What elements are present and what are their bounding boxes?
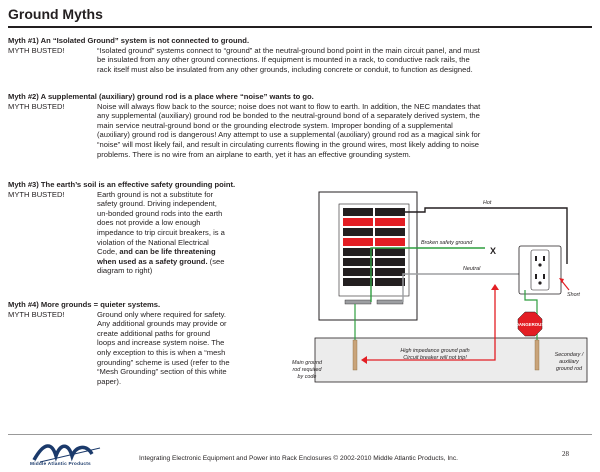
answer-line: Earth ground is not a substitute for — [97, 189, 214, 199]
neutral-wire — [403, 272, 521, 302]
myth-1-answer — [97, 46, 592, 75]
secondary-rod-label-2: auxiliary — [559, 359, 579, 365]
answer-line: “noise” will most likely fail, and result in circulating currents flowing in the ground wires, most likely adding to noise — [97, 139, 479, 149]
outlet-slot — [543, 256, 545, 261]
answer-line: paper). — [97, 376, 122, 386]
logo-text: Middle Atlantic Products — [30, 462, 91, 467]
breaker — [343, 278, 373, 286]
page-title: Ground Myths — [8, 6, 103, 22]
outlet-slot — [543, 274, 545, 279]
myth-4-label: MYTH BUSTED! — [8, 309, 65, 319]
myth-3-answer — [97, 190, 283, 276]
breaker — [343, 218, 373, 226]
neutral-bus-bar — [377, 300, 403, 304]
outlet-slot — [535, 256, 537, 261]
myth-1 — [8, 36, 592, 74]
hot-label: Hot — [483, 200, 492, 206]
breaker — [375, 278, 405, 286]
answer-line: when used as a safety ground. (see — [97, 256, 225, 266]
breaker — [375, 268, 405, 276]
myth-2-answer — [97, 102, 592, 160]
answer-line: impedance to trip circuit breakers, is a — [97, 227, 225, 237]
breaker — [375, 258, 405, 266]
answer-line: create additional paths for ground — [97, 328, 211, 338]
answer-line: grounding” scheme is used (refer to the — [97, 357, 230, 367]
myth-4-answer — [97, 310, 283, 387]
myth-2 — [8, 92, 592, 159]
secondary-rod-label-1: Secondary / — [554, 352, 584, 358]
breaker — [375, 228, 405, 236]
main-rod-label-3: by code — [297, 374, 317, 380]
ground-bus-bar — [345, 300, 371, 304]
answer-line: Noise will always flow back to the source; noise does not want to flow to earth. In addition, the NEC mandates that — [97, 101, 481, 111]
title-rule — [8, 26, 592, 28]
grounding-diagram — [285, 190, 595, 400]
footer-rule — [8, 434, 592, 435]
breaker — [343, 228, 373, 236]
breaker — [375, 208, 405, 216]
answer-line: loops and increase system noise. The — [97, 338, 225, 348]
myth-3-label: MYTH BUSTED! — [8, 189, 65, 199]
page-number: 28 — [562, 450, 569, 458]
main-ground-rod — [353, 340, 357, 370]
answer-line: only exception to this is when a “mesh — [97, 347, 226, 357]
myth-2-label: MYTH BUSTED! — [8, 101, 65, 111]
answer-line: rack itself must also be insulated from any other grounds, including concrete or conduit, to function as designed. — [97, 64, 473, 74]
answer-line: does not provide a low enough — [97, 218, 201, 228]
footer-text: Integrating Electronic Equipment and Power into Rack Enclosures © 2002-2010 Middle Atlantic Products, Inc. — [139, 455, 458, 462]
myth-1-question: Myth #1) An “Isolated Ground” system is not connected to ground. — [8, 36, 250, 45]
breaker — [375, 238, 405, 246]
myth-1-label: MYTH BUSTED! — [8, 45, 65, 55]
break-x-mark: X — [490, 246, 497, 256]
myth-4 — [8, 300, 283, 386]
neutral-label: Neutral — [463, 266, 481, 272]
answer-line: Code, and can be life threatening — [97, 247, 216, 257]
breaker — [343, 248, 373, 256]
answer-line: diagram to right) — [97, 266, 153, 276]
answer-line: “Isolated ground” systems connect to “ground” at the neutral-ground bond point in the main circuit panel, and must — [97, 45, 480, 55]
answer-line: any supplemental (auxiliary) ground rod be bonded to the neutral-ground bond of a separately derived system, the — [97, 111, 480, 121]
breaker — [343, 258, 373, 266]
secondary-ground-rod — [535, 340, 539, 370]
answer-line: problems. There is no wire from an airplane to earth, yet it has an effective grounding system. — [97, 149, 411, 159]
myth-3-question: Myth #3) The earth’s soil is an effective safety grounding point. — [8, 180, 236, 189]
breaker — [375, 248, 405, 256]
outlet-slot — [535, 274, 537, 279]
dangerous-label: DANGEROUS — [515, 322, 545, 327]
short-label: Short — [567, 292, 580, 298]
answer-line: violation of the National Electrical — [97, 237, 209, 247]
broken-ground-label: Broken safety ground — [421, 240, 473, 246]
myth-2-question: Myth #2) A supplemental (auxiliary) ground rod is a place where “noise” wants to go. — [8, 92, 314, 101]
outlet-ground-hole — [538, 263, 541, 266]
myth-4-question: Myth #4) More grounds = quieter systems. — [8, 300, 161, 309]
secondary-rod-label-3: ground rod — [555, 366, 583, 372]
breaker — [343, 268, 373, 276]
high-impedance-label-1: High impedance ground path — [400, 348, 470, 354]
breaker — [343, 238, 373, 246]
answer-line: Any additional grounds may provide or — [97, 319, 227, 329]
answer-line: main service neutral-ground bond or the grounding electrode system. Improper bonding of a supplemental — [97, 120, 453, 130]
high-impedance-label-2: Circuit breaker will not trip! — [403, 355, 467, 361]
main-rod-label-1: Main ground — [292, 360, 322, 366]
answer-line: safety ground. Driving independent, — [97, 199, 217, 209]
breaker — [375, 218, 405, 226]
answer-line: be insulated from any other ground connections. If equipment is mounted in a rack, to conductive rack rails, the — [97, 55, 470, 65]
answer-line: “Mesh Grounding” section of this white — [97, 367, 227, 377]
myth-3 — [8, 180, 283, 276]
outlet-ground-hole — [538, 281, 541, 284]
answer-line: Ground only where required for safety. — [97, 309, 227, 319]
high-impedance-arrowhead — [491, 284, 499, 290]
logo-mark — [34, 446, 92, 460]
main-rod-label-2: rod required — [292, 367, 322, 373]
answer-line: un-bonded ground rods into the earth — [97, 208, 223, 218]
breaker — [343, 208, 373, 216]
answer-line: (auxiliary) ground rod is dangerous! Any attempt to use a supplemental (auxiliary) ground rod as a magical sink for — [97, 130, 481, 140]
